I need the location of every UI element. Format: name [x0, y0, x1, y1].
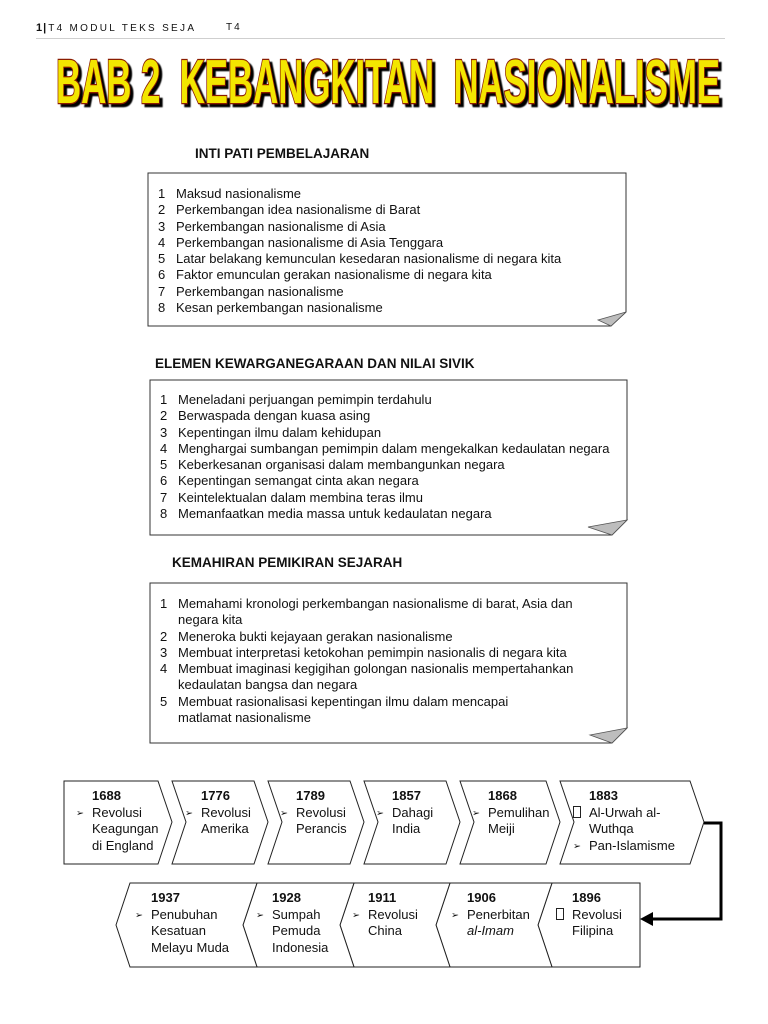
history-skills-list [160, 596, 573, 726]
item-text: Meneladani perjuangan pemimpin terdahulu [178, 392, 432, 407]
event-year: 1896 [572, 890, 601, 905]
timeline-event-1896 [556, 890, 622, 940]
item-text: Perkembangan idea nasionalisme di Barat [176, 202, 421, 218]
item-text: Keberkesanan organisasi dalam membangunkan negara [178, 457, 505, 473]
learning-points-list [158, 186, 561, 316]
timeline-event-1789 [280, 788, 347, 838]
event-year: 1906 [467, 890, 496, 905]
section-heading-history-skills: KEMAHIRAN PEMIKIRAN SEJARAH [172, 555, 403, 570]
header-separator: | [43, 22, 47, 34]
event-text: China [368, 923, 402, 939]
event-text: Keagungan [92, 821, 159, 837]
event-text: Melayu Muda [151, 939, 230, 955]
item-text: Perkembangan nasionalisme di Asia [176, 218, 386, 234]
item-text: Latar belakang kemunculan kesedaran nasionalisme di negara kita [176, 251, 562, 267]
list-item [160, 490, 609, 506]
timeline-event-1868 [472, 788, 549, 838]
event-text-italic: al-Imam [467, 923, 514, 939]
arrow-bullet-icon: ➢ [573, 840, 581, 852]
item-number: 1 [160, 392, 168, 407]
item-number: 5 [158, 251, 166, 267]
timeline-event-1911 [352, 890, 418, 940]
list-item [160, 596, 573, 612]
event-text: Pemuda [272, 923, 321, 939]
event-year: 1911 [368, 890, 397, 905]
event-year: 1883 [589, 788, 618, 803]
item-text-continuation: matlamat nasionalisme [178, 710, 311, 726]
item-number: 4 [160, 440, 168, 456]
item-number: 4 [160, 661, 168, 677]
item-text-continuation: negara kita [178, 612, 243, 628]
item-text: Memanfaatkan media massa untuk kedaulatan negara [178, 506, 492, 522]
timeline-event-1883 [573, 788, 675, 854]
arrow-bullet-icon: ➢ [185, 807, 193, 819]
item-number: 1 [160, 596, 168, 611]
event-text: India [392, 821, 421, 837]
list-item [160, 441, 609, 457]
item-text: Berwaspada dengan kuasa asing [178, 408, 371, 424]
list-item [160, 629, 573, 645]
event-year: 1789 [296, 788, 325, 803]
arrow-bullet-icon: ➢ [376, 807, 384, 819]
item-number: 7 [158, 283, 166, 299]
item-number: 8 [160, 506, 168, 522]
list-item [158, 300, 561, 316]
event-text: Pemulihan [488, 804, 550, 820]
list-item [158, 219, 561, 235]
header-module-title: T4 MODUL TEKS SEJA [48, 23, 197, 34]
item-text: Kesan perkembangan nasionalisme [176, 300, 383, 316]
timeline-event-1776 [185, 788, 251, 838]
arrow-bullet-icon: ➢ [451, 909, 459, 921]
chapter-title: BAB 2 KEBANGKITAN NASIONALISME [56, 48, 721, 117]
list-item [160, 645, 573, 661]
list-item [160, 506, 609, 522]
item-number: 2 [160, 628, 168, 644]
item-text: Menghargai sumbangan pemimpin dalam mengekalkan kedaulatan negara [178, 440, 610, 456]
list-item [158, 284, 561, 300]
item-number: 1 [158, 186, 166, 201]
event-text: Penerbitan [467, 906, 530, 922]
event-text: Perancis [296, 821, 347, 837]
arrow-bullet-icon: ➢ [472, 807, 480, 819]
timeline-connector-arrowhead-icon [640, 912, 653, 926]
item-text: Maksud nasionalisme [176, 186, 302, 201]
page-number: 1 [36, 22, 43, 34]
item-text: Membuat imaginasi kegigihan golongan nasionalis mempertahankan [178, 661, 574, 677]
arrow-bullet-icon: ➢ [352, 909, 360, 921]
arrow-bullet-icon: ➢ [256, 909, 264, 921]
event-text: Revolusi [92, 804, 142, 820]
section-heading-learning-points: INTI PATI PEMBELAJARAN [195, 146, 370, 161]
event-text: Revolusi [201, 804, 251, 820]
item-text: Membuat rasionalisasi kepentingan ilmu dalam mencapai [178, 693, 509, 709]
item-text: Kepentingan ilmu dalam kehidupan [178, 424, 382, 440]
item-number: 7 [160, 489, 168, 505]
event-text: Pan-Islamisme [589, 837, 675, 853]
item-text: Memahami kronologi perkembangan nasionalisme di barat, Asia dan [178, 596, 573, 611]
item-number: 8 [158, 300, 166, 316]
event-year: 1688 [92, 788, 121, 803]
item-text: Perkembangan nasionalisme [176, 283, 344, 299]
list-item [158, 202, 561, 218]
timeline-event-1688 [76, 788, 159, 854]
item-text: Faktor emunculan gerakan nasionalisme di negara kita [176, 267, 492, 283]
item-number: 6 [160, 473, 168, 489]
item-text: Meneroka bukti kejayaan gerakan nasionalisme [178, 628, 453, 644]
list-item [158, 235, 561, 251]
event-text: Penubuhan [151, 906, 218, 922]
item-text: Kepentingan semangat cinta akan negara [178, 473, 419, 489]
event-text: di England [92, 837, 154, 853]
event-text: Revolusi [368, 906, 418, 922]
section-heading-civic-elements: ELEMEN KEWARGANEGARAAN DAN NILAI SIVIK [155, 356, 475, 371]
list-item [160, 661, 573, 677]
event-text: Sumpah [272, 906, 321, 922]
event-text: Filipina [572, 923, 614, 939]
list-item [160, 392, 609, 408]
event-text: Revolusi [296, 804, 346, 820]
event-text: Al-Urwah al- [589, 804, 661, 820]
missing-glyph-icon [573, 805, 589, 822]
event-text: Amerika [201, 821, 249, 837]
event-text: Dahagi [392, 804, 434, 820]
timeline-event-1937 [135, 890, 229, 956]
event-text: Kesatuan [151, 923, 206, 939]
item-number: 6 [158, 267, 166, 283]
arrow-bullet-icon: ➢ [76, 807, 84, 819]
item-number: 2 [158, 202, 166, 218]
missing-glyph-icon [556, 907, 572, 924]
item-number: 3 [158, 218, 166, 234]
list-item [160, 457, 609, 473]
list-item [158, 186, 561, 202]
timeline-event-1857 [376, 788, 433, 838]
list-item [160, 473, 609, 489]
list-item [160, 694, 573, 710]
event-year: 1928 [272, 890, 301, 905]
item-number: 5 [160, 457, 168, 473]
item-text-continuation: kedaulatan bangsa dan negara [178, 677, 358, 693]
list-item [160, 408, 609, 424]
item-text: Keintelektualan dalam membina teras ilmu [178, 489, 423, 505]
item-number: 5 [160, 693, 168, 709]
item-text: Perkembangan nasionalisme di Asia Tenggara [176, 234, 444, 250]
event-year: 1937 [151, 890, 180, 905]
event-year: 1857 [392, 788, 421, 803]
event-text: Indonesia [272, 939, 329, 955]
event-year: 1868 [488, 788, 517, 803]
list-item [158, 251, 561, 267]
header-tail: T4 [226, 22, 242, 33]
list-item [160, 425, 609, 441]
item-number: 2 [160, 408, 168, 424]
event-text: Wuthqa [589, 821, 634, 837]
event-year: 1776 [201, 788, 230, 803]
item-number: 4 [158, 234, 166, 250]
item-text: Membuat interpretasi ketokohan pemimpin nasionalis di negara kita [178, 644, 567, 660]
civic-elements-list [160, 392, 609, 522]
event-text: Revolusi [572, 906, 622, 922]
timeline-event-1906 [451, 890, 530, 940]
timeline-event-1928 [256, 890, 328, 956]
item-number: 3 [160, 424, 168, 440]
event-text: Meiji [488, 821, 515, 837]
arrow-bullet-icon: ➢ [135, 909, 143, 921]
list-item [158, 267, 561, 283]
item-number: 3 [160, 644, 168, 660]
arrow-bullet-icon: ➢ [280, 807, 288, 819]
